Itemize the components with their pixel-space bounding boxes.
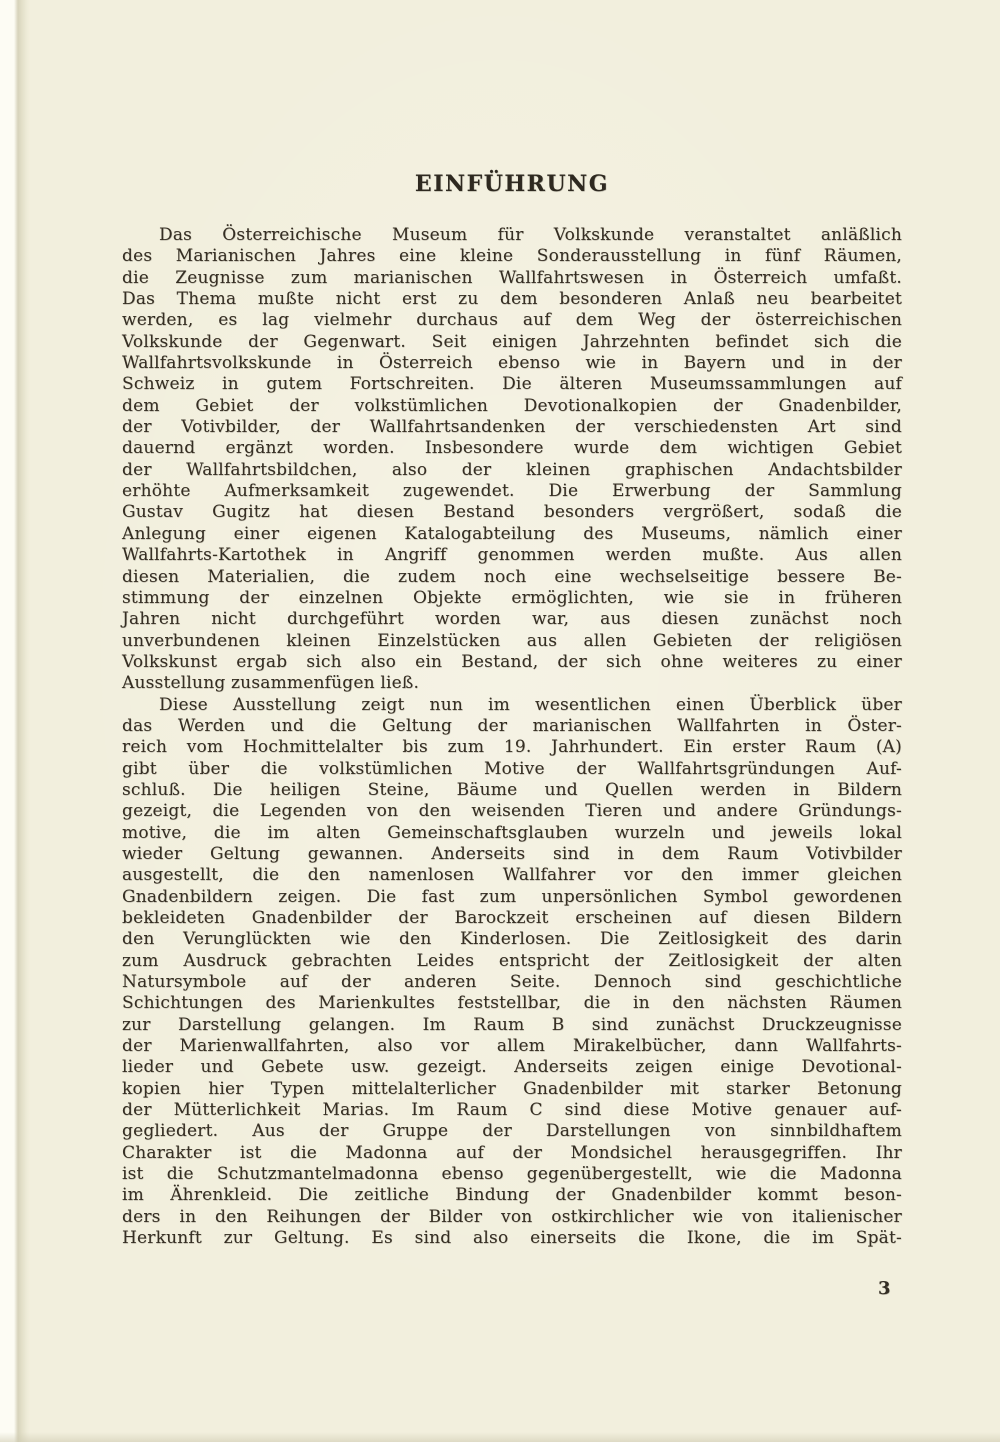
- text-line: bekleideten Gnadenbilder der Barockzeit erscheinen auf diesen Bildern: [122, 908, 902, 928]
- text-line: zum Ausdruck gebrachten Leides entspricht der Zeitlosigkeit der alten: [122, 950, 902, 971]
- text-line: der Mütterlichkeit Marias. Im Raum C sind diese Motive genauer auf-: [122, 1100, 902, 1121]
- text-line: wieder Geltung gewannen. Anderseits sind in dem Raum Votivbilder: [122, 843, 902, 864]
- text-line: Gustav Gugitz hat diesen Bestand besonders vergrößert, sodaß die: [122, 502, 902, 523]
- text-line: gibt über die volkstümlichen Motive der Wallfahrtsgründungen Auf-: [122, 758, 902, 779]
- text-line: Jahren nicht durchgeführt worden war, aus diesen zunächst noch: [122, 609, 902, 630]
- text-line: dem Gebiet der volkstümlichen Devotionalkopien der Gnadenbilder,: [122, 395, 902, 416]
- scan-bottom-edge: [0, 1432, 1000, 1442]
- text-line: kopien hier Typen mittelalterlicher Gnadenbilder mit starker Betonung: [122, 1078, 902, 1099]
- text-line: des Marianischen Jahres eine kleine Sonderausstellung in fünf Räumen,: [122, 246, 902, 267]
- text-line: zur Darstellung gelangen. Im Raum B sind zunächst Druckzeugnisse: [122, 1014, 902, 1035]
- text-line: dauernd ergänzt worden. Insbesondere wurde dem wichtigen Gebiet: [122, 438, 902, 459]
- text-line: unverbundenen kleinen Einzelstücken aus allen Gebieten der religiösen: [122, 630, 902, 651]
- text-line: ders in den Reihungen der Bilder von ostkirchlicher wie von italienischer: [122, 1206, 902, 1227]
- text-line: den Verunglückten wie den Kinderlosen. Die Zeitlosigkeit des darin: [122, 929, 902, 950]
- text-line: die Zeugnisse zum marianischen Wallfahrtswesen in Österreich umfaßt.: [122, 267, 902, 288]
- text-line: werden, es lag vielmehr durchaus auf dem Weg der österreichischen: [122, 310, 902, 331]
- text-line: schluß. Die heiligen Steine, Bäume und Quellen werden in Bildern: [122, 779, 902, 800]
- text-line: Gnadenbildern zeigen. Die fast zum unpersönlichen Symbol gewordenen: [122, 886, 902, 907]
- text-line: Das Österreichische Museum für Volkskunde veranstaltet anläßlich: [159, 225, 902, 245]
- page-title: EINFÜHRUNG: [414, 171, 610, 197]
- text-line: motive, die im alten Gemeinschaftsglauben wurzeln und jeweils lokal: [122, 822, 902, 843]
- text-line: Natursymbole auf der anderen Seite. Dennoch sind geschichtliche: [122, 972, 902, 993]
- text-line: Volkskunde der Gegenwart. Seit einigen Jahrzehnten befindet sich die: [122, 331, 902, 352]
- text-line: Herkunft zur Geltung. Es sind also einerseits die Ikone, die im Spät-: [122, 1228, 902, 1249]
- text-line: der Marienwallfahrten, also vor allem Mirakelbücher, dann Wallfahrts-: [122, 1036, 902, 1057]
- text-line: Volkskunst ergab sich also ein Bestand, der sich ohne weiteres zu einer: [122, 651, 902, 672]
- text-line: der Votivbilder, der Wallfahrtsandenken der verschiedensten Art sind: [122, 417, 902, 438]
- page-content: [122, 170, 902, 1250]
- scan-left-edge: [0, 0, 30, 1442]
- text-line: Charakter ist die Madonna auf der Mondsichel herausgegriffen. Ihr: [122, 1142, 902, 1163]
- text-line: Wallfahrts-Kartothek in Angriff genommen werden mußte. Aus allen: [122, 545, 902, 566]
- text-line: erhöhte Aufmerksamkeit zugewendet. Die Erwerbung der Sammlung: [122, 481, 902, 502]
- text-line: Diese Ausstellung zeigt nun im wesentlichen einen Überblick über: [159, 694, 902, 715]
- text-line: Schichtungen des Marienkultes feststellbar, die in den nächsten Räumen: [122, 993, 902, 1014]
- text-line: Schweiz in gutem Fortschreiten. Die älteren Museumssammlungen auf: [122, 374, 902, 395]
- text-line: ist die Schutzmantelmadonna ebenso gegenübergestellt, wie die Madonna: [122, 1164, 902, 1185]
- body-text: [122, 225, 902, 1250]
- text-line: gezeigt, die Legenden von den weisenden Tieren und andere Gründungs-: [122, 801, 902, 822]
- text-line: Ausstellung zusammenfügen ließ.: [122, 673, 420, 694]
- text-line: das Werden und die Geltung der marianischen Wallfahrten in Öster-: [122, 715, 902, 736]
- text-line: reich vom Hochmittelalter bis zum 19. Jahrhundert. Ein erster Raum (A): [122, 737, 902, 758]
- text-line: Wallfahrtsvolkskunde in Österreich ebenso wie in Bayern und in der: [122, 353, 902, 374]
- text-line: im Ährenkleid. Die zeitliche Bindung der Gnadenbilder kommt beson-: [122, 1185, 902, 1206]
- text-line: diesen Materialien, die zudem noch eine wechselseitige bessere Be-: [122, 566, 902, 587]
- text-line: Das Thema mußte nicht erst zu dem besonderen Anlaß neu bearbeitet: [122, 289, 902, 310]
- text-line: der Wallfahrtsbildchen, also der kleinen graphischen Andachtsbilder: [122, 459, 902, 480]
- text-line: lieder und Gebete usw. gezeigt. Anderseits zeigen einige Devotional-: [122, 1057, 902, 1078]
- text-line: ausgestellt, die den namenlosen Wallfahrer vor den immer gleichen: [122, 865, 902, 886]
- page-number: 3: [878, 1278, 891, 1299]
- text-line: Anlegung einer eigenen Katalogabteilung des Museums, nämlich einer: [122, 523, 902, 544]
- text-line: stimmung der einzelnen Objekte ermöglichten, wie sie in früheren: [122, 587, 902, 608]
- text-line: gegliedert. Aus der Gruppe der Darstellungen von sinnbildhaftem: [122, 1121, 902, 1142]
